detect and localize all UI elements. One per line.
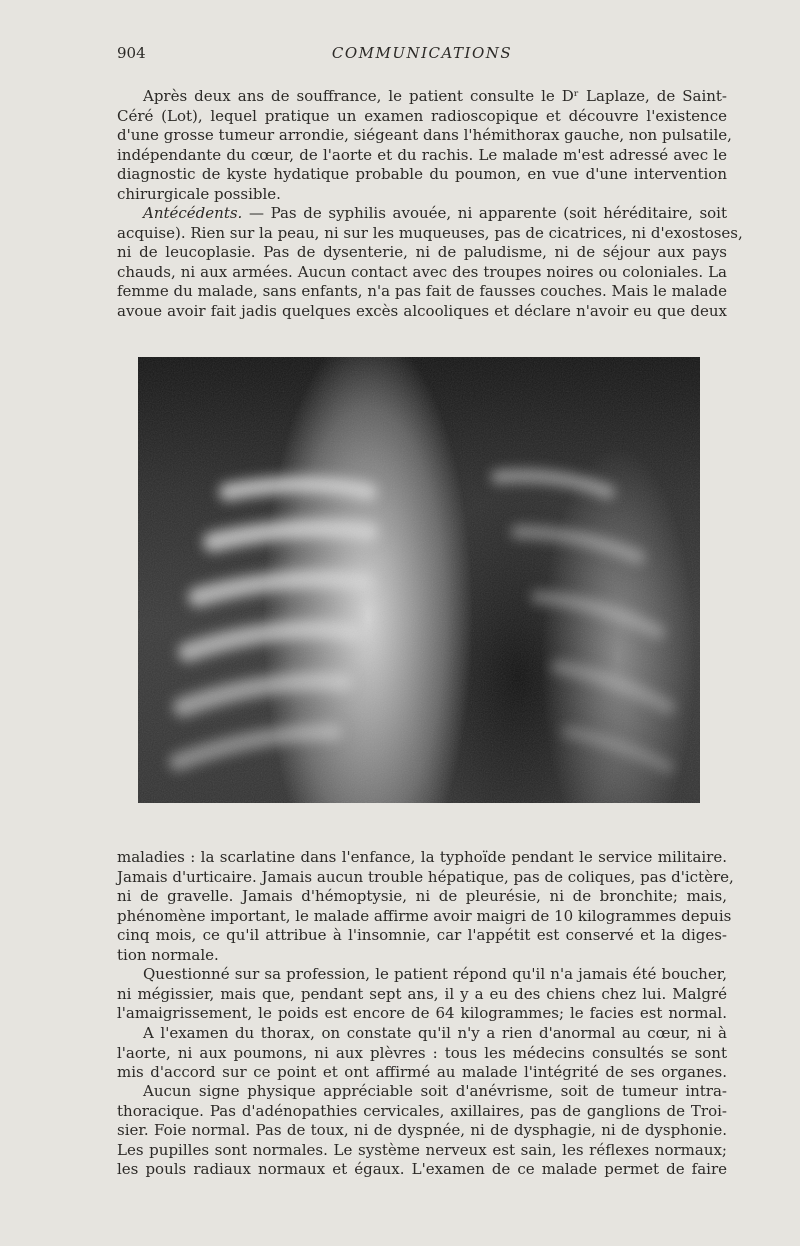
text-line: chirurgicale possible. bbox=[117, 184, 281, 203]
text-line: les pouls radiaux normaux et égaux. L'examen de ce malade permet de faire bbox=[117, 1160, 727, 1179]
text-line: l'aorte, ni aux poumons, ni aux plèvres : tous les médecins consultés se sont bbox=[117, 1043, 727, 1062]
text-line: avoue avoir fait jadis quelques excès alcooliques et déclare n'avoir eu que deux bbox=[117, 301, 727, 320]
text-line: ni de gravelle. Jamais d'hémoptysie, ni de pleurésie, ni de bronchite; mais, bbox=[117, 887, 727, 906]
text-line: Jamais d'urticaire. Jamais aucun trouble hépatique, pas de coliques, pas d'ictère, bbox=[117, 867, 734, 886]
text-line bbox=[117, 204, 727, 224]
text-line: ni de leucoplasie. Pas de dysenterie, ni de paludisme, ni de séjour aux pays bbox=[117, 243, 727, 262]
paragraph-profession bbox=[117, 965, 727, 1024]
text-line: l'amaigrissement, le poids est encore de 64 kilogrammes; le facies est normal. bbox=[117, 1004, 727, 1023]
text-line: indépendante du cœur, de l'aorte et du rachis. Le malade m'est adressé avec le bbox=[117, 145, 727, 164]
section-lead: Antécédents. bbox=[143, 204, 243, 222]
page-header bbox=[117, 44, 727, 66]
text-span: — Pas de syphilis avouée, ni apparente (soit héréditaire, soit bbox=[242, 204, 727, 222]
text-line: thoracique. Pas d'adénopathies cervicales, axillaires, pas de ganglions de Troi- bbox=[117, 1101, 727, 1120]
text-line: Questionné sur sa profession, le patient répond qu'il n'a jamais été boucher, bbox=[143, 965, 727, 983]
text-line: d'une grosse tumeur arrondie, siégeant dans l'hémithorax gauche, non pulsatile, bbox=[117, 126, 732, 145]
paragraph-antecedents-continued bbox=[117, 848, 734, 965]
text-line: mis d'accord sur ce point et ont affirmé au malade l'intégrité de ses organes. bbox=[117, 1063, 727, 1082]
text-line: phénomène important, le malade affirme avoir maigri de 10 kilogrammes depuis bbox=[117, 906, 732, 925]
text-line: maladies : la scarlatine dans l'enfance, la typhoïde pendant le service militaire. bbox=[117, 848, 727, 866]
paragraph-physical-signs bbox=[117, 1082, 727, 1180]
text-line: diagnostic de kyste hydatique probable du poumon, en vue d'une intervention bbox=[117, 165, 727, 184]
paragraph-history bbox=[117, 87, 732, 204]
text-line: chauds, ni aux armées. Aucun contact avec des troupes noires ou coloniales. La bbox=[117, 262, 727, 281]
text-line: femme du malade, sans enfants, n'a pas fait de fausses couches. Mais le malade bbox=[117, 282, 727, 301]
page-number: 904 bbox=[117, 44, 146, 62]
running-title: COMMUNICATIONS bbox=[331, 44, 513, 62]
text-line: acquise). Rien sur la peau, ni sur les muqueuses, pas de cicatrices, ni d'exostoses, bbox=[117, 223, 743, 242]
paragraph-antecedents bbox=[117, 204, 743, 321]
text-line: Céré (Lot), lequel pratique un examen radioscopique et découvre l'existence bbox=[117, 106, 727, 125]
text-line: cinq mois, ce qu'il attribue à l'insomnie, car l'appétit est conservé et la diges- bbox=[117, 926, 727, 945]
text-line: Aucun signe physique appréciable soit d'anévrisme, soit de tumeur intra- bbox=[143, 1082, 727, 1100]
chest-radiograph bbox=[138, 357, 700, 803]
text-line: tion normale. bbox=[117, 945, 219, 964]
text-line: Les pupilles sont normales. Le système nerveux est sain, les réflexes normaux; bbox=[117, 1140, 727, 1159]
text-line: Après deux ans de souffrance, le patient consulte le Dʳ Laplaze, de Saint- bbox=[143, 87, 727, 105]
text-line: ni mégissier, mais que, pendant sept ans, il y a eu des chiens chez lui. Malgré bbox=[117, 984, 727, 1003]
radiograph-ribs bbox=[138, 357, 700, 803]
text-line: A l'examen du thorax, on constate qu'il n'y a rien d'anormal au cœur, ni à bbox=[143, 1024, 727, 1042]
text-line: sier. Foie normal. Pas de toux, ni de dyspnée, ni de dysphagie, ni de dysphonie. bbox=[117, 1121, 727, 1140]
paragraph-thorax-exam bbox=[117, 1024, 727, 1083]
